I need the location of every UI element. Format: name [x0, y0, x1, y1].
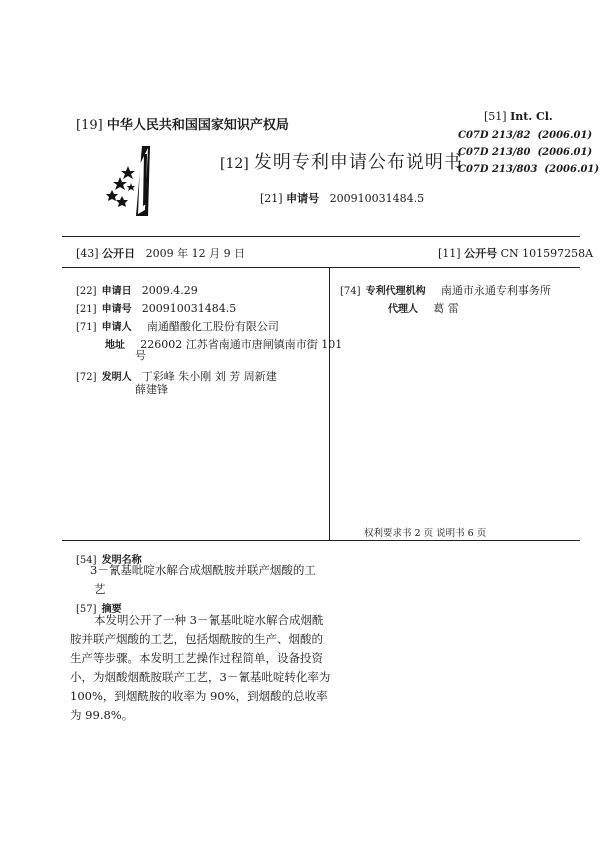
ipc-code: [51]	[484, 110, 507, 123]
column-divider	[329, 268, 330, 540]
ipc-entry: C07D 213/82 (2006.01)	[458, 130, 593, 141]
abstract-line: 100%，到烟酰胺的收率为 90%，到烟酸的总收率	[70, 689, 328, 703]
app-no-row: [21] 申请号 200910031484.5	[76, 302, 237, 315]
ipc-label: Int. Cl.	[510, 110, 553, 123]
abstract-line: 为 99.8%。	[70, 708, 134, 722]
abstract-text	[70, 611, 330, 725]
address-row-cont: 号	[135, 349, 146, 362]
inventors-row: [72] 发明人 丁彩峰 朱小刚 刘 芳 周新建	[76, 370, 277, 383]
page-count: 权利要求书 2 页 说明书 6 页	[364, 528, 487, 539]
divider	[62, 540, 580, 541]
abstract-line: 胺并联产烟酸的工艺，包括烟酰胺的生产、烟酸的	[70, 632, 323, 646]
authority-code: [19]	[76, 118, 103, 133]
ipc-entry: C07D 213/80 (2006.01)	[458, 147, 593, 158]
abstract-line: 本发明公开了一种 3－氰基吡啶水解合成烟酰	[94, 613, 324, 627]
ipc-entry: C07D 213/803 (2006.01)	[458, 164, 600, 175]
abstract-heading: [57] 摘要	[76, 604, 122, 615]
abstract-line: 生产等步骤。本发明工艺操作过程简单，设备投资	[70, 651, 323, 665]
inventors-row-cont: 薛建锋	[135, 383, 168, 396]
divider	[62, 267, 580, 268]
applicant-row: [71] 申请人 南通醋酸化工股份有限公司	[76, 320, 279, 333]
authority-name: 中华人民共和国国家知识产权局	[106, 118, 289, 133]
address-row: 地址 226002 江苏省南通市唐闸镇南市街 101	[105, 338, 343, 351]
doc-type-line	[220, 148, 463, 174]
abstract-line: 小，为烟酸烟酰胺联产工艺，3－氰基吡啶转化率为	[70, 670, 331, 684]
pub-number: [11] 公开号 CN 101597258A	[438, 247, 594, 260]
header-app-no: [21] 申请号 200910031484.5	[260, 192, 425, 205]
agent-row: 代理人 葛 雷	[388, 302, 459, 315]
sipo-logo	[98, 144, 164, 218]
doc-type-title: 发明专利申请公布说明书	[253, 152, 463, 173]
ipc-heading	[484, 110, 553, 123]
divider	[62, 236, 580, 237]
title-heading: [54] 发明名称	[76, 555, 142, 566]
ipc-list	[458, 127, 599, 178]
invention-title: 3－氰基吡啶水解合成烟酰胺并联产烟酸的工 艺	[90, 563, 316, 596]
filing-date-row: [22] 申请日 2009.4.29	[76, 284, 198, 297]
authority-line	[76, 114, 289, 133]
pub-date: [43] 公开日 2009 年 12 月 9 日	[76, 247, 246, 260]
agency-row: [74] 专利代理机构 南通市永通专利事务所	[340, 284, 551, 297]
doc-type-code: [12]	[220, 156, 249, 172]
